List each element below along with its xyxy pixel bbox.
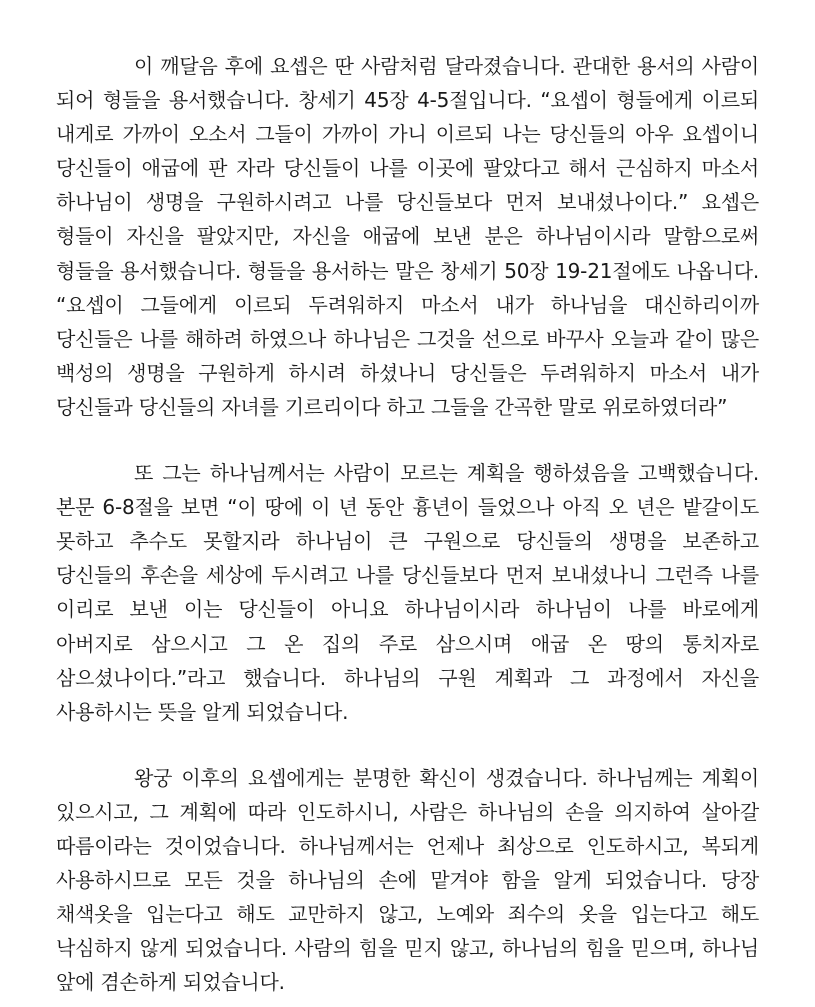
paragraph-3: 왕궁 이후의 요셉에게는 분명한 확신이 생겼습니다. 하나님께는 계획이 있으시고, 그 계획에 따라 인도하시니, 사람은 하나님의 손을 의지하여 살아갈 따름이라는 것이었습니다. 하나님께서는 언제나 최상으로 인도하시고, 복되게 사용하시므로 모든 것을 하나님의 손에 맡겨야 함을 알게 되었습니다. 당장 채색옷을 입는다고 해도 교만하지 않고, 노예와 죄수의 옷을 입는다고 해도 낙심하지 않게 되었습니다. 사람의 힘을 믿지 않고, 하나님의 힘을 믿으며, 하나님 앞에 겸손하게 되었습니다. [56, 765, 759, 995]
paragraph-1: 이 깨달음 후에 요셉은 딴 사람처럼 달라졌습니다. 관대한 용서의 사람이 되어 형들을 용서했습니다. 창세기 45장 4-5절입니다. “요셉이 형들에게 이르되 내게로 가까이 오소서 그들이 가까이 가니 이르되 나는 당신들의 아우 요셉이니 당신들이 애굽에 판 자라 당신들이 나를 이곳에 팔았다고 해서 근심하지 마소서 하나님이 생명을 구원하시려고 나를 당신들보다 먼저 보내셨나이다.” 요셉은 형들이 자신을 팔았지만, 자신을 애굽에 보낸 분은 하나님이시라 말함으로써 형들을 용서했습니다. 형들을 용서하는 말은 창세기 50장 19-21절에도 나옵니다. “요셉이 그들에게 이르되 두려워하지 마소서 내가 하나님을 대신하리이까 당신들은 나를 해하려 하였으나 하나님은 그것을 선으로 바꾸사 오늘과 같이 많은 백성의 생명을 구원하게 하시려 하셨나니 당신들은 두려워하지 마소서 내가 당신들과 당신들의 자녀를 기르리이다 하고 그들을 간곡한 말로 위로하였더라” [56, 54, 759, 419]
paragraph-2: 또 그는 하나님께서는 사람이 모르는 계획을 행하셨음을 고백했습니다. 본문 6-8절을 보면 “이 땅에 이 년 동안 흉년이 들었으나 아직 오 년은 밭갈이도 못하고 추수도 못할지라 하나님이 큰 구원으로 당신들의 생명을 보존하고 당신들의 후손을 세상에 두시려고 나를 당신들보다 먼저 보내셨나니 그런즉 나를 이리로 보낸 이는 당신들이 아니요 하나님이시라 하나님이 나를 바로에게 아버지로 삼으시고 그 온 집의 주로 삼으시며 애굽 온 땅의 통치자로 삼으셨나이다.”라고 했습니다. 하나님의 구원 계획과 그 과정에서 자신을 사용하시는 뜻을 알게 되었습니다. [56, 461, 759, 724]
